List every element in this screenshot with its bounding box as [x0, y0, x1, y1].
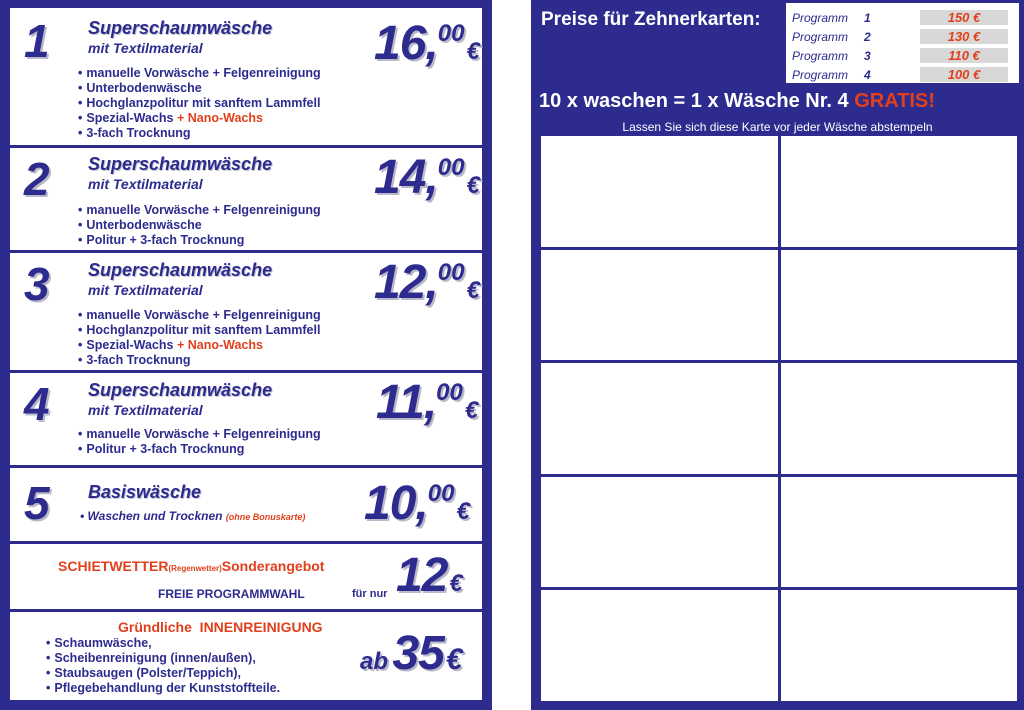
price-row: Programm 1 150 €: [792, 8, 1013, 27]
interior-cleaning-box: [10, 612, 482, 700]
program-number: 5: [24, 477, 50, 529]
price-list-panel: [0, 0, 492, 710]
bonus-promo: 10 x waschen = 1 x Wäsche Nr. 4 GRATIS!: [539, 90, 935, 112]
card-title: Preise für Zehnerkarten:: [541, 9, 761, 30]
program-title: Basiswäsche: [88, 482, 202, 502]
program-number: 4: [24, 378, 50, 430]
special-offer-box: [10, 544, 482, 609]
ten-wash-card-panel: [531, 0, 1024, 710]
special-price-prefix: für nur: [352, 588, 388, 600]
stamp-slot: [541, 363, 778, 474]
program-price: 16,00€: [374, 17, 480, 70]
stamp-slot: [541, 250, 778, 361]
program-title: Superschaumwäsche: [88, 18, 273, 38]
stamp-slot: [781, 477, 1018, 588]
feature-item: • Unterbodenwäsche: [78, 81, 321, 96]
price-row: Programm 4 100 €: [792, 65, 1013, 84]
program-subtitle: mit Textilmaterial: [88, 402, 203, 418]
basic-feature: • Waschen und Trocknen (ohne Bonuskarte): [80, 509, 306, 523]
interior-item: • Schaumwäsche,: [46, 636, 280, 651]
feature-item: • Politur + 3-fach Trocknung: [78, 233, 321, 248]
program-2-box: [10, 148, 482, 250]
interior-item: • Pflegebehandlung der Kunststoffteile.: [46, 681, 280, 696]
feature-list: [78, 66, 321, 141]
feature-item: • manuelle Vorwäsche + Felgenreinigung: [78, 203, 321, 218]
interior-title: Gründliche INNENREINIGUNG: [118, 619, 323, 635]
feature-item: • 3-fach Trocknung: [78, 353, 321, 368]
program-price: 10,00€: [364, 477, 470, 530]
program-5-box: [10, 468, 482, 541]
interior-item: • Staubsaugen (Polster/Teppich),: [46, 666, 280, 681]
program-number: 3: [24, 258, 50, 310]
stamp-instruction: Lassen Sie sich diese Karte vor jeder Wäsche abstempeln: [622, 120, 933, 134]
feature-item: • 3-fach Trocknung: [78, 126, 321, 141]
program-4-box: [10, 373, 482, 465]
program-price: 14,00€: [374, 151, 480, 204]
program-subtitle: mit Textilmaterial: [88, 40, 203, 56]
interior-item: • Scheibenreinigung (innen/außen),: [46, 651, 280, 666]
feature-list: [78, 308, 321, 368]
feature-item: • Hochglanzpolitur mit sanftem Lammfell: [78, 96, 321, 111]
feature-item: • Unterbodenwäsche: [78, 218, 321, 233]
program-price: 11,00€: [376, 376, 479, 429]
feature-list: [78, 203, 321, 248]
stamp-slot: [541, 136, 778, 247]
program-title: Superschaumwäsche: [88, 380, 273, 400]
feature-item: • manuelle Vorwäsche + Felgenreinigung: [78, 308, 321, 323]
ten-card-price-table: [786, 3, 1019, 83]
stamp-slot: [541, 590, 778, 701]
stamp-grid: [541, 136, 1017, 701]
stamp-slot: [781, 250, 1018, 361]
interior-item-list: [46, 636, 280, 696]
special-offer-title: SCHIETWETTER(Regenwetter)Sonderangebot: [58, 558, 325, 574]
program-title: Superschaumwäsche: [88, 154, 273, 174]
program-title: Superschaumwäsche: [88, 260, 273, 280]
feature-list: [78, 427, 321, 457]
feature-item: • manuelle Vorwäsche + Felgenreinigung: [78, 427, 321, 442]
feature-item: • Spezial-Wachs + Nano-Wachs: [78, 338, 321, 353]
stamp-slot: [781, 590, 1018, 701]
stamp-slot: [781, 136, 1018, 247]
interior-price: ab 35€: [360, 627, 463, 680]
stamp-slot: [781, 363, 1018, 474]
program-subtitle: mit Textilmaterial: [88, 282, 203, 298]
program-price: 12,00€: [374, 256, 480, 309]
special-price: 12€: [396, 549, 463, 602]
feature-item: • manuelle Vorwäsche + Felgenreinigung: [78, 66, 321, 81]
feature-item: • Hochglanzpolitur mit sanftem Lammfell: [78, 323, 321, 338]
stamp-slot: [541, 477, 778, 588]
program-3-box: [10, 253, 482, 370]
program-number: 2: [24, 153, 50, 205]
feature-item: • Spezial-Wachs + Nano-Wachs: [78, 111, 321, 126]
price-row: Programm 2 130 €: [792, 27, 1013, 46]
price-row: Programm 3 110 €: [792, 46, 1013, 65]
program-subtitle: mit Textilmaterial: [88, 176, 203, 192]
program-number: 1: [24, 15, 50, 67]
free-choice-label: FREIE PROGRAMMWAHL: [158, 587, 305, 601]
feature-item: • Politur + 3-fach Trocknung: [78, 442, 321, 457]
program-1-box: [10, 8, 482, 145]
